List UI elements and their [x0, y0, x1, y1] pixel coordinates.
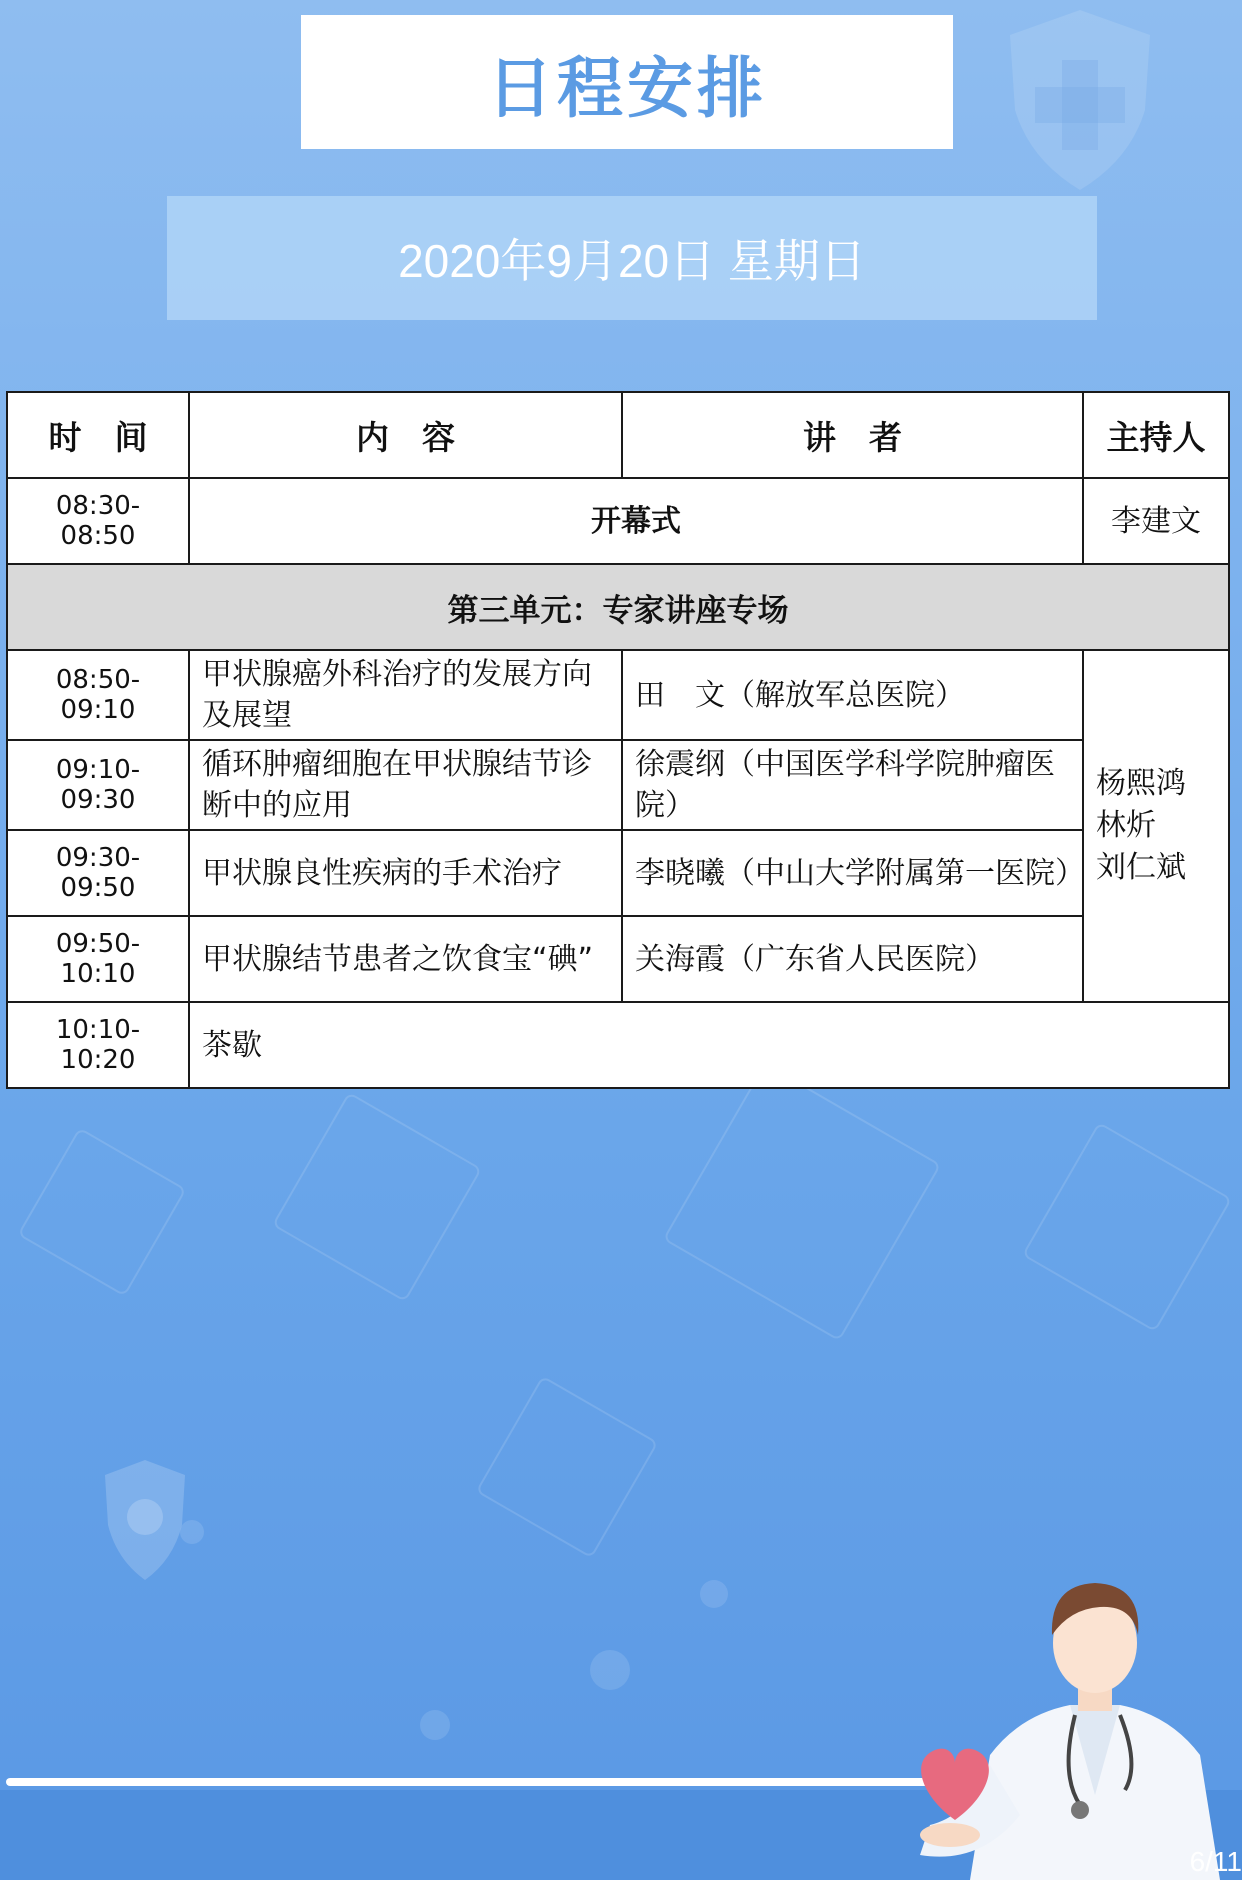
- host-cell: [1083, 650, 1229, 1002]
- content-cell: 甲状腺结节患者之饮食宝“碘”: [189, 916, 622, 1002]
- date-label: 2020年9月20日 星期日: [398, 235, 866, 287]
- header-time: 时 间: [7, 392, 189, 478]
- unit-title: 第三单元：专家讲座专场: [7, 564, 1229, 650]
- time-cell: 09:10-09:30: [7, 740, 189, 830]
- table-row: [7, 1002, 1229, 1088]
- page-title: 日程安排: [487, 48, 767, 127]
- time-cell: 08:30-08:50: [7, 478, 189, 564]
- host-name: 杨熙鸿: [1096, 766, 1186, 801]
- speaker-cell: 李晓曦（中山大学附属第一医院）: [622, 830, 1083, 916]
- speaker-cell: 关海霞（广东省人民医院）: [622, 916, 1083, 1002]
- time-cell: 10:10-10:20: [7, 1002, 189, 1088]
- shield-cross-icon: [990, 0, 1170, 200]
- shield-cross-icon: [95, 1455, 195, 1585]
- host-name: 林炘: [1096, 808, 1156, 843]
- time-cell: 09:50-10:10: [7, 916, 189, 1002]
- table-row: [7, 478, 1229, 564]
- title-banner: [301, 15, 953, 149]
- content-cell: 茶歇: [189, 1002, 1229, 1088]
- content-cell: 循环肿瘤细胞在甲状腺结节诊断中的应用: [189, 740, 622, 830]
- speaker-cell: 田 文（解放军总医院）: [622, 650, 1083, 740]
- table-row: [7, 916, 1229, 1002]
- host-name: 刘仁斌: [1096, 850, 1186, 885]
- schedule-table: [6, 391, 1230, 1089]
- header-content: 内 容: [189, 392, 622, 478]
- table-header-row: [7, 392, 1229, 478]
- speaker-cell: 徐震纲（中国医学科学院肿瘤医院）: [622, 740, 1083, 830]
- doctor-illustration: [910, 1565, 1242, 1880]
- header-speaker: 讲 者: [622, 392, 1083, 478]
- table-row: [7, 740, 1229, 830]
- page-indicator: 6/11: [1189, 1846, 1242, 1877]
- divider-line: [6, 1778, 1006, 1786]
- table-row: [7, 650, 1229, 740]
- header-host: 主持人: [1083, 392, 1229, 478]
- time-cell: 09:30-09:50: [7, 830, 189, 916]
- content-cell: 开幕式: [189, 478, 1083, 564]
- content-cell: 甲状腺良性疾病的手术治疗: [189, 830, 622, 916]
- unit-row: [7, 564, 1229, 650]
- date-banner: [167, 196, 1097, 320]
- host-cell: 李建文: [1083, 478, 1229, 564]
- content-cell: 甲状腺癌外科治疗的发展方向及展望: [189, 650, 622, 740]
- time-cell: 08:50-09:10: [7, 650, 189, 740]
- table-row: [7, 830, 1229, 916]
